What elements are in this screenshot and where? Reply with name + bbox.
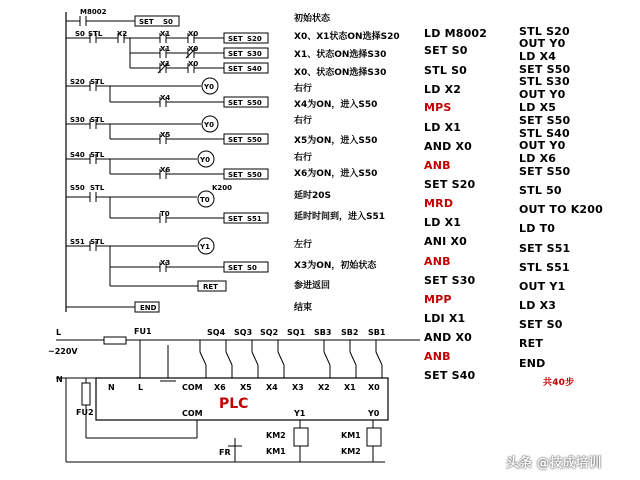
switch-sb1: SB1 (368, 328, 386, 337)
instr-13-anb: ANB (424, 255, 451, 268)
term-x0: X0 (368, 383, 380, 392)
coil-y0-label: Y0 (204, 121, 214, 129)
contact-x0-label: X0 (188, 30, 199, 38)
instr-17: AND X0 (424, 331, 473, 344)
km2-interlock-label: KM2 (341, 447, 361, 456)
switch-sb2: SB2 (341, 328, 359, 337)
comment-x3-initial: X3为ON，初始状态 (294, 261, 377, 271)
fr-label: FR (219, 448, 231, 457)
comment-return: 参进返回 (294, 281, 331, 291)
stl-label: STL (90, 116, 105, 124)
set-s50-target: S50 (247, 136, 262, 144)
instr-28: STL S40 (519, 127, 570, 140)
stl-label: STL (90, 184, 105, 192)
instr-3: STL S0 (424, 64, 468, 77)
set-s30-target: S30 (247, 50, 262, 58)
supply-n-label: N (56, 375, 63, 384)
end-label: END (140, 304, 157, 312)
total-steps: 共40步 (543, 378, 575, 388)
instr-11: LD X1 (424, 216, 462, 229)
instr-6: LD X1 (424, 121, 462, 134)
instr-40: RET (519, 337, 544, 350)
switch-sq4: SQ4 (207, 328, 226, 337)
set-s20-target: S20 (247, 35, 262, 43)
instr-18-anb: ANB (424, 350, 451, 363)
switch-sq3: SQ3 (234, 328, 253, 337)
coil-t0-label: T0 (200, 196, 210, 204)
instr-33: OUT TO K200 (519, 203, 603, 216)
instr-7: AND X0 (424, 140, 473, 153)
comment-move-right: 右行 (294, 116, 313, 126)
comment-select-s30-b: X0、状态ON选择S30 (294, 68, 387, 78)
contact-m8002-label: M8002 (80, 8, 107, 16)
comment-x6-enter-s50: X6为ON，进入S50 (294, 169, 378, 179)
set-s50-target: S50 (247, 99, 262, 107)
term-l: L (138, 383, 144, 392)
supply-voltage-label: ~220V (48, 347, 78, 356)
term-x3: X3 (292, 383, 304, 392)
instr-24: STL S30 (519, 75, 570, 88)
stl-label: STL (90, 238, 105, 246)
instr-26: LD X5 (519, 101, 557, 114)
comment-move-right: 右行 (294, 84, 313, 94)
instr-23: SET S50 (519, 63, 571, 76)
contact-x1-label: X1 (160, 60, 171, 68)
stl-label: STL (90, 78, 105, 86)
instr-12: ANI X0 (424, 235, 467, 248)
set-label: SET (228, 35, 243, 43)
comment-move-left: 左行 (294, 240, 313, 250)
fu2-label: FU2 (76, 408, 94, 417)
contact-x6-label: X6 (160, 166, 171, 174)
comment-end: 结束 (294, 303, 313, 313)
contact-x1-label: X1 (160, 30, 171, 38)
comment-delay-20s: 延时20S (294, 191, 332, 201)
set-label: SET (228, 171, 243, 179)
term-x5: X5 (240, 383, 252, 392)
term-x1: X1 (344, 383, 356, 392)
term-x6: X6 (214, 383, 226, 392)
comment-select-s30-a: X1、状态ON选择S30 (294, 50, 387, 60)
instr-16: LDI X1 (424, 312, 466, 325)
contact-x0-label: X0 (188, 45, 199, 53)
comment-x4-enter-s50: X4为ON，进入S50 (294, 100, 378, 110)
set-label: SET (228, 215, 243, 223)
timer-k200-param: K200 (212, 184, 233, 192)
instr-10-mrd: MRD (424, 197, 454, 210)
stl-s20-label: S20 (70, 78, 85, 86)
coil-y0-label: Y0 (204, 83, 214, 91)
instr-2: SET S0 (424, 44, 468, 57)
contact-x5-label: X5 (160, 131, 171, 139)
term-n: N (108, 383, 115, 392)
instr-22: LD X4 (519, 50, 557, 63)
instr-30: LD X6 (519, 152, 557, 165)
switch-sb3: SB3 (314, 328, 332, 337)
km1-coil-label: KM1 (341, 431, 361, 440)
set-s51-target: S51 (247, 215, 262, 223)
stl-s0-label: S0 (75, 30, 85, 38)
comment-initial-state: 初始状态 (294, 14, 331, 24)
instr-37: OUT Y1 (519, 280, 566, 293)
term-com: COM (182, 383, 203, 392)
stl-s40-label: S40 (70, 151, 85, 159)
instr-35: SET S51 (519, 242, 571, 255)
contact-x1-label: X1 (160, 45, 171, 53)
set-label: SET (139, 18, 154, 26)
stl-s51-label: S51 (70, 238, 85, 246)
set-label: SET (228, 264, 243, 272)
set-s40-target: S40 (247, 65, 262, 73)
stl-label: STL (88, 30, 103, 38)
set-label: SET (228, 50, 243, 58)
instr-20: STL S20 (519, 25, 570, 38)
switch-sq1: SQ1 (287, 328, 306, 337)
contact-x4-label: X4 (160, 94, 171, 102)
instr-9: SET S20 (424, 178, 476, 191)
instr-14: SET S30 (424, 274, 476, 287)
set-label: SET (228, 65, 243, 73)
contact-x0-label: X0 (188, 60, 199, 68)
set-s0-target: S0 (247, 264, 257, 272)
instr-32: STL 50 (519, 184, 562, 197)
watermark: 头条 @技成培训 (506, 456, 602, 471)
supply-l-label: L (56, 328, 62, 337)
term-x4: X4 (266, 383, 278, 392)
term-y1: Y1 (294, 409, 306, 418)
set-label: SET (228, 99, 243, 107)
stl-s30-label: S30 (70, 116, 85, 124)
instr-31: SET S50 (519, 165, 571, 178)
instr-15-mpp: MPP (424, 293, 452, 306)
term-out-com: COM (182, 409, 203, 418)
set-s50-target: S50 (247, 171, 262, 179)
comment-x5-enter-s50: X5为ON，进入S50 (294, 136, 378, 146)
term-y0: Y0 (368, 409, 380, 418)
instr-5-mps: MPS (424, 101, 452, 114)
contact-x2-label: X2 (117, 30, 128, 38)
km1-interlock-label: KM1 (266, 447, 286, 456)
contact-t0-label: T0 (160, 210, 170, 218)
contact-x3-label: X3 (160, 259, 171, 267)
instr-29: OUT Y0 (519, 139, 566, 152)
comment-move-right: 右行 (294, 153, 313, 163)
instr-36: STL S51 (519, 261, 570, 274)
instr-8-anb: ANB (424, 159, 451, 172)
instr-19: SET S40 (424, 369, 476, 382)
ret-label: RET (203, 283, 218, 291)
switch-sq2: SQ2 (260, 328, 279, 337)
comment-timeout-enter-s51: 延时时间到，进入S51 (294, 212, 386, 222)
instr-41: END (519, 357, 546, 370)
instr-34: LD T0 (519, 222, 556, 235)
km2-coil-label: KM2 (266, 431, 286, 440)
instr-4: LD X2 (424, 83, 462, 96)
instr-21: OUT Y0 (519, 37, 566, 50)
instr-38: LD X3 (519, 299, 557, 312)
coil-y0-label: Y0 (200, 156, 210, 164)
fu1-label: FU1 (134, 327, 152, 336)
instr-25: OUT Y0 (519, 88, 566, 101)
set-label: SET (228, 136, 243, 144)
instr-39: SET S0 (519, 318, 563, 331)
plc-label: PLC (219, 396, 249, 412)
comment-select-s20: X0、X1状态ON选择S20 (294, 32, 400, 42)
coil-y1-label: Y1 (200, 243, 210, 251)
instr-1: LD M8002 (424, 27, 488, 40)
stl-label: STL (90, 151, 105, 159)
instr-27: SET S50 (519, 114, 571, 127)
term-x2: X2 (318, 383, 330, 392)
set-s0-target: S0 (163, 18, 173, 26)
stl-s50-label: S50 (70, 184, 85, 192)
